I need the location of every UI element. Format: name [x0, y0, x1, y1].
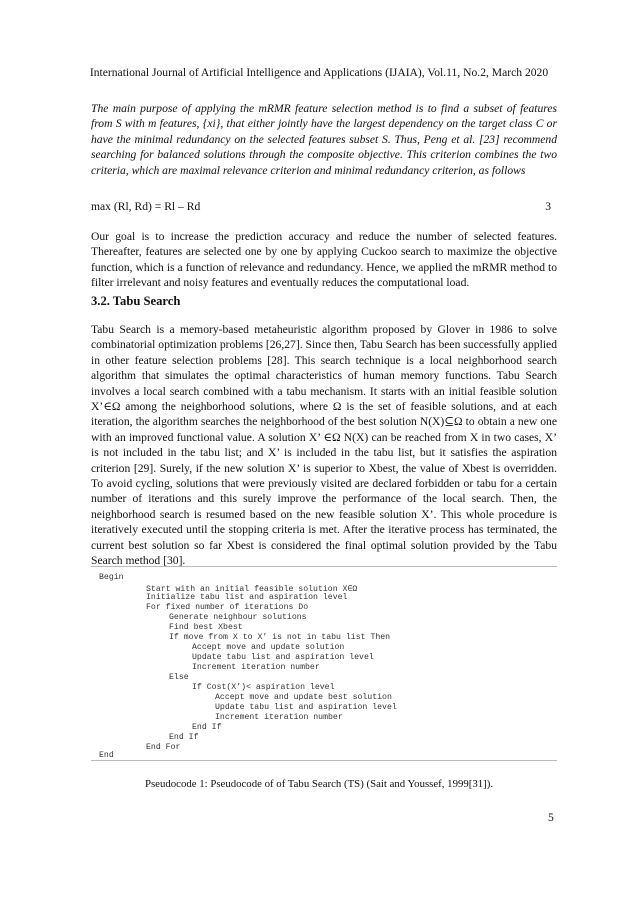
code-line: Accept move and update solution — [192, 643, 345, 652]
pseudocode-block — [91, 566, 557, 761]
paragraph-mrmr-purpose: The main purpose of applying the mRMR feature selection method is to find a subset of features from S with m features, {xi}, that either jointly have the largest dependency on the target class C or have the minimal redundancy on the selected features subset S. Thus, Peng et al. [23] recommend searching for balanced solutions through the composite objective. This criterion combines the two criteria, which are maximal relevance criterion and minimal redundancy criterion, as follows — [91, 102, 557, 177]
section-heading: 3.2. Tabu Search — [91, 294, 181, 308]
code-line: Else — [169, 673, 189, 682]
running-header: International Journal of Artificial Intelligence and Applications (IJAIA), Vol.11, No.2, March 2020 — [89, 66, 549, 79]
equation-number: 3 — [545, 200, 551, 213]
code-line: End If — [192, 723, 222, 732]
equation: max (Rl, Rd) = Rl – Rd — [91, 200, 201, 213]
pseudocode-caption: Pseudocode 1: Pseudocode of of Tabu Search (TS) (Sait and Youssef, 1999[31]). — [144, 778, 494, 790]
code-line: Start with an initial feasible solution X∈Ω — [146, 585, 358, 594]
paragraph-goal: Our goal is to increase the prediction accuracy and reduce the number of selected features. Thereafter, features are selected one by one by applying Cuckoo search to maximize the objective function, which is a function of relevance and redundancy. Hence, we applied the mRMR method to filter irrelevant and noisy features and eventually reduces the computational load. — [91, 230, 557, 290]
code-line: Find best Xbest — [169, 623, 243, 632]
code-line: If Cost(X’)< aspiration level — [192, 683, 335, 692]
code-line: End For — [146, 743, 181, 752]
code-line: Accept move and update best solution — [215, 693, 392, 702]
page-number: 5 — [548, 811, 554, 824]
code-line: Increment iteration number — [192, 663, 320, 672]
equation-row — [91, 200, 557, 213]
code-line: Increment iteration number — [215, 713, 343, 722]
code-line: For fixed number of iterations Do — [146, 603, 309, 612]
code-line: Update tabu list and aspiration level — [215, 703, 397, 712]
code-line: End — [99, 751, 114, 760]
code-line: Generate neighbour solutions — [169, 613, 307, 622]
code-line: Initialize tabu list and aspiration level — [146, 593, 348, 602]
code-line: Update tabu list and aspiration level — [192, 653, 374, 662]
code-line: Begin — [99, 573, 124, 582]
code-line: If move from X to X’ is not in tabu list Then — [169, 633, 391, 642]
code-line: End If — [169, 733, 199, 742]
paragraph-tabu-search: Tabu Search is a memory-based metaheuristic algorithm proposed by Glover in 1986 to solve combinatorial optimization problems [26,27]. Since then, Tabu Search has been successfully applied in other feature selection problems [28]. This search technique is a local neighborhood search algorithm that simulates the optimal characteristics of human memory functions. Tabu Search involves a local search combined with a tabu mechanism. It starts with an initial feasible solution X’∈Ω among the neighborhood solutions, where Ω is the set of feasible solutions, and at each iteration, the algorithm searches the neighborhood of the best solution N(X)⊆Ω to obtain a new one with an improved functional value. A solution X’ ∈Ω N(X) can be reached from X in two cases, X’ is not included in the tabu list; and X’ is included in the tabu list, but it satisfies the aspiration criterion [29]. Surely, if the new solution X’ is superior to Xbest, the value of Xbest is overridden. To avoid cycling, solutions that were previously visited are declared forbidden or tabu for a certain number of iterations and this surely improve the performance of the local search. Then, the neighborhood search is resumed based on the new feasible solution X’. This whole procedure is iteratively executed until the stopping criteria is met. After the iterative process has terminated, the current best solution so far Xbest is considered the final optimal solution provided by the Tabu Search method [30]. — [91, 323, 557, 568]
